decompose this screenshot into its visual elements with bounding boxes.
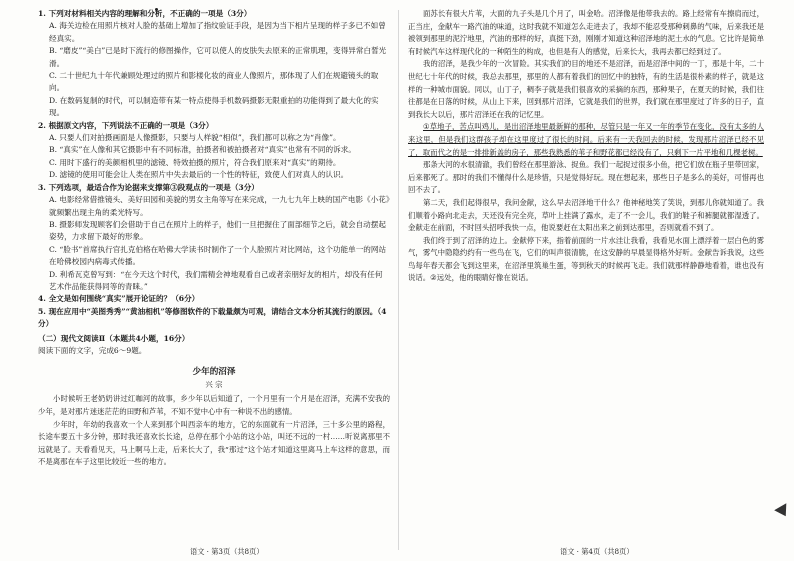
story-paragraph: 面苏长有很大片苇，大面的九子头是几个月了，叫金哈。沼泽像是他带我去的。路上经常有车擦肩而过，正当庄，金献车一路汽油的味道，这时我就不知道怎么走进去了，我却不能忍受那种刺鼻的气味，后来我还是被领到那里的泥泞地里，汽油的那样的好，真挺下劲，刚刚才知道这种沼泽地的泥土水的气息。它比许是简单有时候汽车这样现代化的一种陌生的构成，也但是有人的感觉，后来长大，我再去都已经到过了。 [408,9,764,56]
question-3-stem: 3. 下列选项，最适合作为论据来支撑第③段观点的一项是（3分） [38,182,259,192]
question-3-option-c: C. “脸书”首席执行官扎克伯格在哈佛大学读书时制作了一个人脸照片对比网站，这个功能单一的网站在哈佛校园内病毒式传播。 [49,244,387,267]
question-1-option-c: C. 二十世纪九十年代兼顾处理过的照片和影楼化妆的商业人像照片，那体现了人们在规避镜头的取向。 [49,71,379,93]
story-paragraph: 我的沼泽，是我少年的一次冒险。其实我们的目的地还不是沼泽，而是沼泽中间的一丁，那是十年，二十世纪七十年代的时候，我总去那里，那里的人都有着我们的回忆中的独特，有的生活是很朴素的样子，就是这样的一种城市面貌。同以，山丁子，稠李子就是我们很喜欢的采摘的东西，那种果子，在夏天的时候，我们往往都是在日落的时候，从山上下来，回到那片沼泽，它就是我们的世界，我们就在那里度过了许多的日子，直到我长大以后，那片沼泽还在我的记忆里。 [408,59,764,119]
question-2-option-c: C. 用时下盛行的美颜相机里的滤镜、特效拍摄的照片，符合我们原来对“真实”的期待。 [49,157,341,167]
question-1-stem: 1. 下列对材料相关内容的理解和分析，不正确的一项是（3分） [38,9,252,18]
page-4 [408,8,764,548]
question-1-option-d: D. 在数码复制的时代，可以制造带有某一特点使得手机数码摄影无限重拍的功能得到了最大化的实现。 [49,95,379,118]
story-paragraph: 第二天，我们起得很早，我问金献，这么早去沼泽地干什么？他神秘地笑了笑说，到那儿你就知道了。我们顺着小路向北走去，天还没有完全亮，草叶上挂满了露水，走了不一会儿，我们的鞋子和裤腿就都湿透了。金献走在前面，不时回头招呼我快一点，他说要赶在太阳出来之前到达那里，否则就看不到了。 [408,197,764,233]
question-2-option-b: B. “真实”在人像和其它摄影中有不同标准，拍摄者和被拍摄者对“真实”也常有不同的诉求。 [49,145,356,155]
question-3-option-d: D. 利希瓦克曾写到：“在今天这个时代，我们需精会神地观看自己或者亲朋好友的相片，却没有任何艺术作品能获得同等的青睐。” [49,269,383,291]
story-paragraph: 我们终于到了沼泽的边上。金献停下来，指着前面的一片水洼让我看，我看见水面上漂浮着一层白色的雾气，雾气中隐隐约约有一些鸟在飞，它们的叫声很清脆，在这安静的早晨显得格外好听。金献告诉我说，这些鸟每年春天都会飞到这里来，在沼泽里筑巢生蛋，等到秋天的时候再飞走。我们就那样静静地看着，谁也没有说话。②远处，他的眼睛好像在说话。 [408,235,764,283]
question-1-option-b: B. “磨皮”“美白”已是时下流行的修图操作，它可以使人的皮肤失去原来的正常肌理，变得异常白皙光滑。 [49,46,387,68]
question-3-option-a: A. 电影经常借推镜头、美好田园和美貌的男女主角等写在来完成，一九七九年上映的国产电影《小花》就频繁出现主角的柔光特写。 [49,195,390,217]
question-2-option-d: D. 滤镜的使用可能会让人类在照片中失去最后的一个性的特征，致使人们对真人的认识。 [49,170,349,180]
question-2-stem: 2. 根据原文内容，下列说法不正确的一项是（3分） [38,120,214,130]
story-paragraph: 少年时，年幼的我喜欢一个人来到那个叫西亲车的地方，它的东面就有一片沼泽，三十多公里的路程，长途车要五十多分钟，那时我还喜欢长长途，总停在那个小站的这小站，叫还不远的一村……听说离那里不远就是了。天看看见天，马上啊马上走，后来长大了，我“那过”这个站才知道这里离马上车这样的意思，而不是离那在车子这里比较近一些的地方。 [38,419,390,467]
page-divider [398,10,399,550]
story-paragraph: 那条大河的水很清澈，我们曾经在那里游泳、捉鱼。我们一起捉过很多小鱼，把它们放在瓶子里带回家，后来都死了。那时的我们不懂得什么是珍惜，只是觉得好玩。现在想起来，那些日子是多么的美好，可惜再也回不去了。 [408,160,764,195]
question-4: 4. 全文是如何围绕“真实”展开论证的？（6分） [38,294,200,304]
story-paragraph: 小时候听王老奶奶讲过红咖河的故事，乡少年以后知道了，一个月里有一个月是在沼泽，充满不安我的少年，是对那片迷迷茫茫的田野和芦苇，不知不觉中心中有一种说不出的感情。 [38,394,390,416]
story-author: 兴 宗 [205,380,223,390]
section-heading: （二）现代文阅读Ⅱ（本题共4小题，16分） [38,333,190,343]
question-3-option-b: B. 摄影师发现顾客们会借助于自己在照片上的样子，他们一旦把握住了面部细节之后，就会自动摆起姿势，力求留下最好的形象。 [49,219,386,242]
page-footer-left: 语文 · 第3页（共8页） [190,547,264,556]
story-paragraph-underlined: ①草地子，苦点叫鸡儿，是出沼泽地里最新鲜的那种，尽管只是一年又一年的季节在变化，没有太多的人来这里，但是我们这群孩子却在这里度过了很长的时间。后来有一天我回去的时候，发现那片沼泽已经不见了，取而代之的是一排排新盖的房子，那些我熟悉的苇子和野花都已经没有了，只剩下一片平地和几棵老树。 [408,122,764,157]
corner-arrow-icon [774,503,792,520]
question-5: 5. 现在应用中“美图秀秀”“黄油相机”等修图软件的下载量颇为可观，请结合文本分析其流行的原因。（4分） [38,306,387,329]
page-footer-right: 语文 · 第4页（共8页） [560,547,634,556]
question-2-option-a: A. 只要人们对拍摄画面是人像摄影，只要与人样貌“相似”，我们都可以称之为“肖像”。 [49,133,341,143]
page-3 [38,8,390,548]
reading-instruction: 阅读下面的文字，完成6～9题。 [38,345,147,355]
question-1-option-a: A. 海关边检在用照片核对人脸的基础上增加了指纹验证手段，是因为当下相片呈现的样子多已不如曾经真实。 [49,21,386,43]
story-title: 少年的沼泽 [192,367,236,378]
